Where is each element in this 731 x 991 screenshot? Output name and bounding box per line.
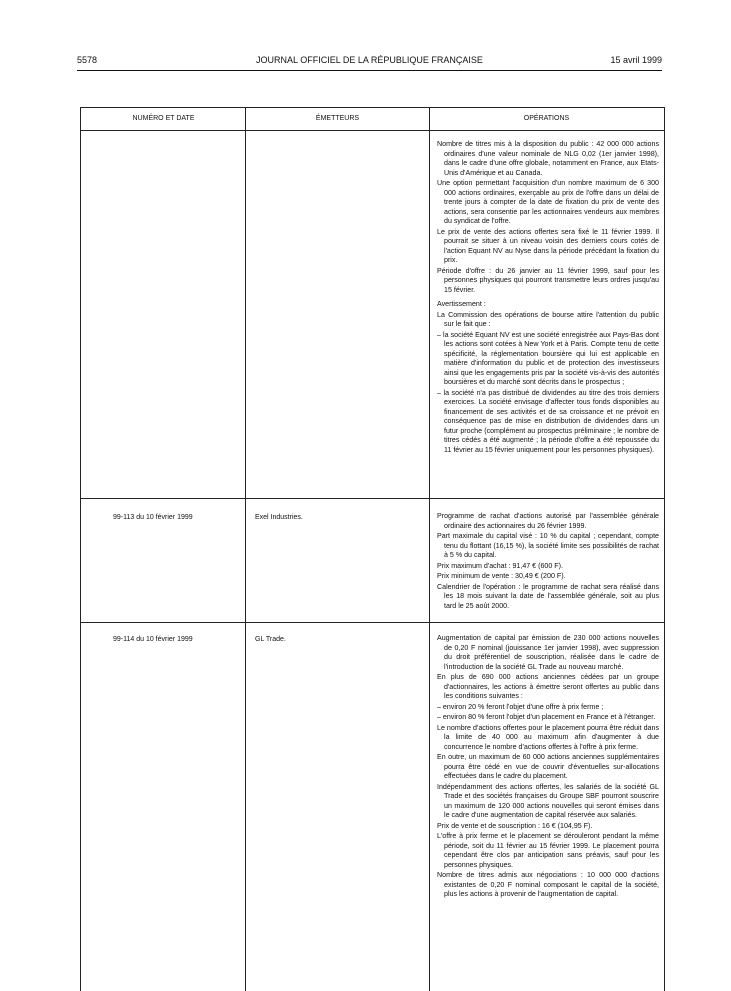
- operations-paragraph: Période d'offre : du 26 janvier au 11 février 1999, sauf pour les personnes physiques qui pourront transmettre leurs ordres jusqu'au 15 février.: [437, 266, 659, 294]
- column-divider: [429, 108, 430, 991]
- operations-paragraph: L'offre à prix ferme et le placement se dérouleront pendant la même période, soit du 11 février au 15 février 1999. Le placement pourra cependant être clos par anticipation sans préavis, sauf pour les personnes physiques.: [437, 832, 659, 869]
- row-divider: [81, 498, 664, 499]
- column-header-number-date: NUMÉRO ET DATE: [132, 115, 195, 122]
- operations-table: [80, 107, 665, 991]
- operations-paragraph: Nombre de titres admis aux négociations : 10 000 000 d'actions existantes de 0,20 F nominal composant le capital de la société, plus les actions à provenir de l'augmentation de capital.: [437, 871, 659, 898]
- issue-date: 15 avril 1999: [610, 55, 662, 65]
- operations-paragraph: Indépendamment des actions offertes, les salariés de la société GL Trade et des sociétés françaises du Groupe SBF pourront souscrire un maximum de 120 000 actions nouvelles qui seront émises dans le cadre d'une augmentation de capital réservée aux salariés.: [437, 782, 659, 819]
- operations-paragraph: – la société Equant NV est une société enregistrée aux Pays-Bas dont les actions sont cotées à New York et à Paris. Compte tenu de cette spécificité, la réglementation boursière qui lui est applicable en matière d'information du public et de protection des investisseurs ainsi que les engagements pris par la société vis-à-vis des autorités boursières et du marché sont décrits dans le prospectus ;: [437, 330, 659, 386]
- operations-paragraph: Prix minimum de vente : 30,49 € (200 F).: [437, 572, 566, 580]
- column-header-issuers: ÉMETTEURS: [315, 115, 360, 122]
- operations-paragraph: Une option permettant l'acquisition d'un nombre maximum de 6 300 000 actions ordinaires, exerçable au prix de l'offre dans un délai de trente jours à compter de la date de fixation du prix de vente des actions, sera consentie par les actionnaires vendeurs aux membres du syndicat de l'offre.: [437, 179, 659, 225]
- table-row: [437, 634, 659, 901]
- page-number: 5578: [77, 55, 98, 65]
- table-row: [437, 140, 659, 456]
- journal-title: JOURNAL OFFICIEL DE LA RÉPUBLIQUE FRANÇAISE: [256, 55, 483, 65]
- row-number-date: 99-113 du 10 février 1999: [113, 514, 193, 521]
- operations-paragraph: Calendrier de l'opération : le programme de rachat sera réalisé dans les 18 mois suivant la date de l'assemblée générale, soit au plus tard le 25 août 2000.: [437, 582, 659, 610]
- operations-paragraph: En plus de 690 000 actions anciennes cédées par un groupe d'actionnaires, les actions à émettre seront offertes au public dans les conditions suivantes :: [437, 673, 659, 700]
- operations-paragraph: Programme de rachat d'actions autorisé par l'assemblée générale ordinaire des actionnaires du 26 février 1999.: [437, 512, 659, 530]
- operations-paragraph: La Commission des opérations de bourse attire l'attention du public sur le fait que :: [437, 310, 659, 328]
- operations-paragraph: Augmentation de capital par émission de 230 000 actions nouvelles de 0,20 F nominal (jouissance 1er janvier 1998), avec suppression du droit préférentiel de souscription, réalisée dans le cadre de l'introduction de la société GL Trade au nouveau marché.: [437, 634, 659, 671]
- page-header: [77, 55, 662, 69]
- header-rule: [77, 70, 662, 71]
- row-divider: [81, 622, 664, 623]
- operations-paragraph: Le nombre d'actions offertes pour le placement pourra être réduit dans la limite de 40 000 au maximum afin d'augmenter à due concurrence le nombre d'actions offertes à l'offre à prix ferme.: [437, 723, 659, 751]
- row-issuer: Exel Industries.: [255, 514, 303, 521]
- operations-paragraph: En outre, un maximum de 60 000 actions anciennes supplémentaires pourra être cédé en vue de couvrir d'éventuelles sur-allocations effectuées dans le cadre du placement.: [437, 753, 659, 780]
- row-number-date: 99-114 du 10 février 1999: [113, 636, 193, 643]
- table-row: [437, 512, 659, 612]
- operations-paragraph: – la société n'a pas distribué de dividendes au titre des trois derniers exercices. La société envisage d'affecter tous fonds disponibles au financement de ses activités et de sa croissance et ne prévoit en conséquence pas de mise en distribution de dividendes dans un futur proche (complément au prospectus préliminaire ; le nombre de titres cédés a été augmenté ; la période d'offre a été repoussée du 11 février au 15 février uniquement pour les personnes physiques).: [437, 388, 659, 454]
- operations-paragraph: – environ 20 % feront l'objet d'une offre à prix ferme ;: [437, 702, 604, 711]
- column-divider: [245, 108, 246, 991]
- operations-paragraph: Prix de vente et de souscription : 16 € (104,95 F).: [437, 821, 593, 830]
- operations-paragraph: Le prix de vente des actions offertes sera fixé le 11 février 1999. Il pourrait se situer à un niveau voisin des derniers cours cotés de l'action Equant NV au Nyse dans la période précédant la fixation du prix.: [437, 227, 659, 264]
- operations-paragraph: Avertissement :: [437, 300, 486, 308]
- operations-paragraph: Nombre de titres mis à la disposition du public : 42 000 000 actions ordinaires d'une valeur nominale de NLG 0,02 (1er janvier 1998), dans le cadre d'une offre globale, notamment en France, aux Etats-Unis d'Amérique et au Canada.: [437, 140, 659, 177]
- row-issuer: GL Trade.: [255, 636, 286, 643]
- operations-paragraph: Prix maximum d'achat : 91,47 € (600 F).: [437, 561, 563, 570]
- table-header: [81, 108, 664, 131]
- operations-paragraph: – environ 80 % feront l'objet d'un placement en France et à l'étranger.: [437, 713, 656, 721]
- column-header-operations: OPÉRATIONS: [523, 115, 570, 122]
- operations-paragraph: Part maximale du capital visé : 10 % du capital ; cependant, compte tenu du flottant (16,15 %), la société limite ses possibilités de rachat à 5 % du capital.: [437, 532, 659, 559]
